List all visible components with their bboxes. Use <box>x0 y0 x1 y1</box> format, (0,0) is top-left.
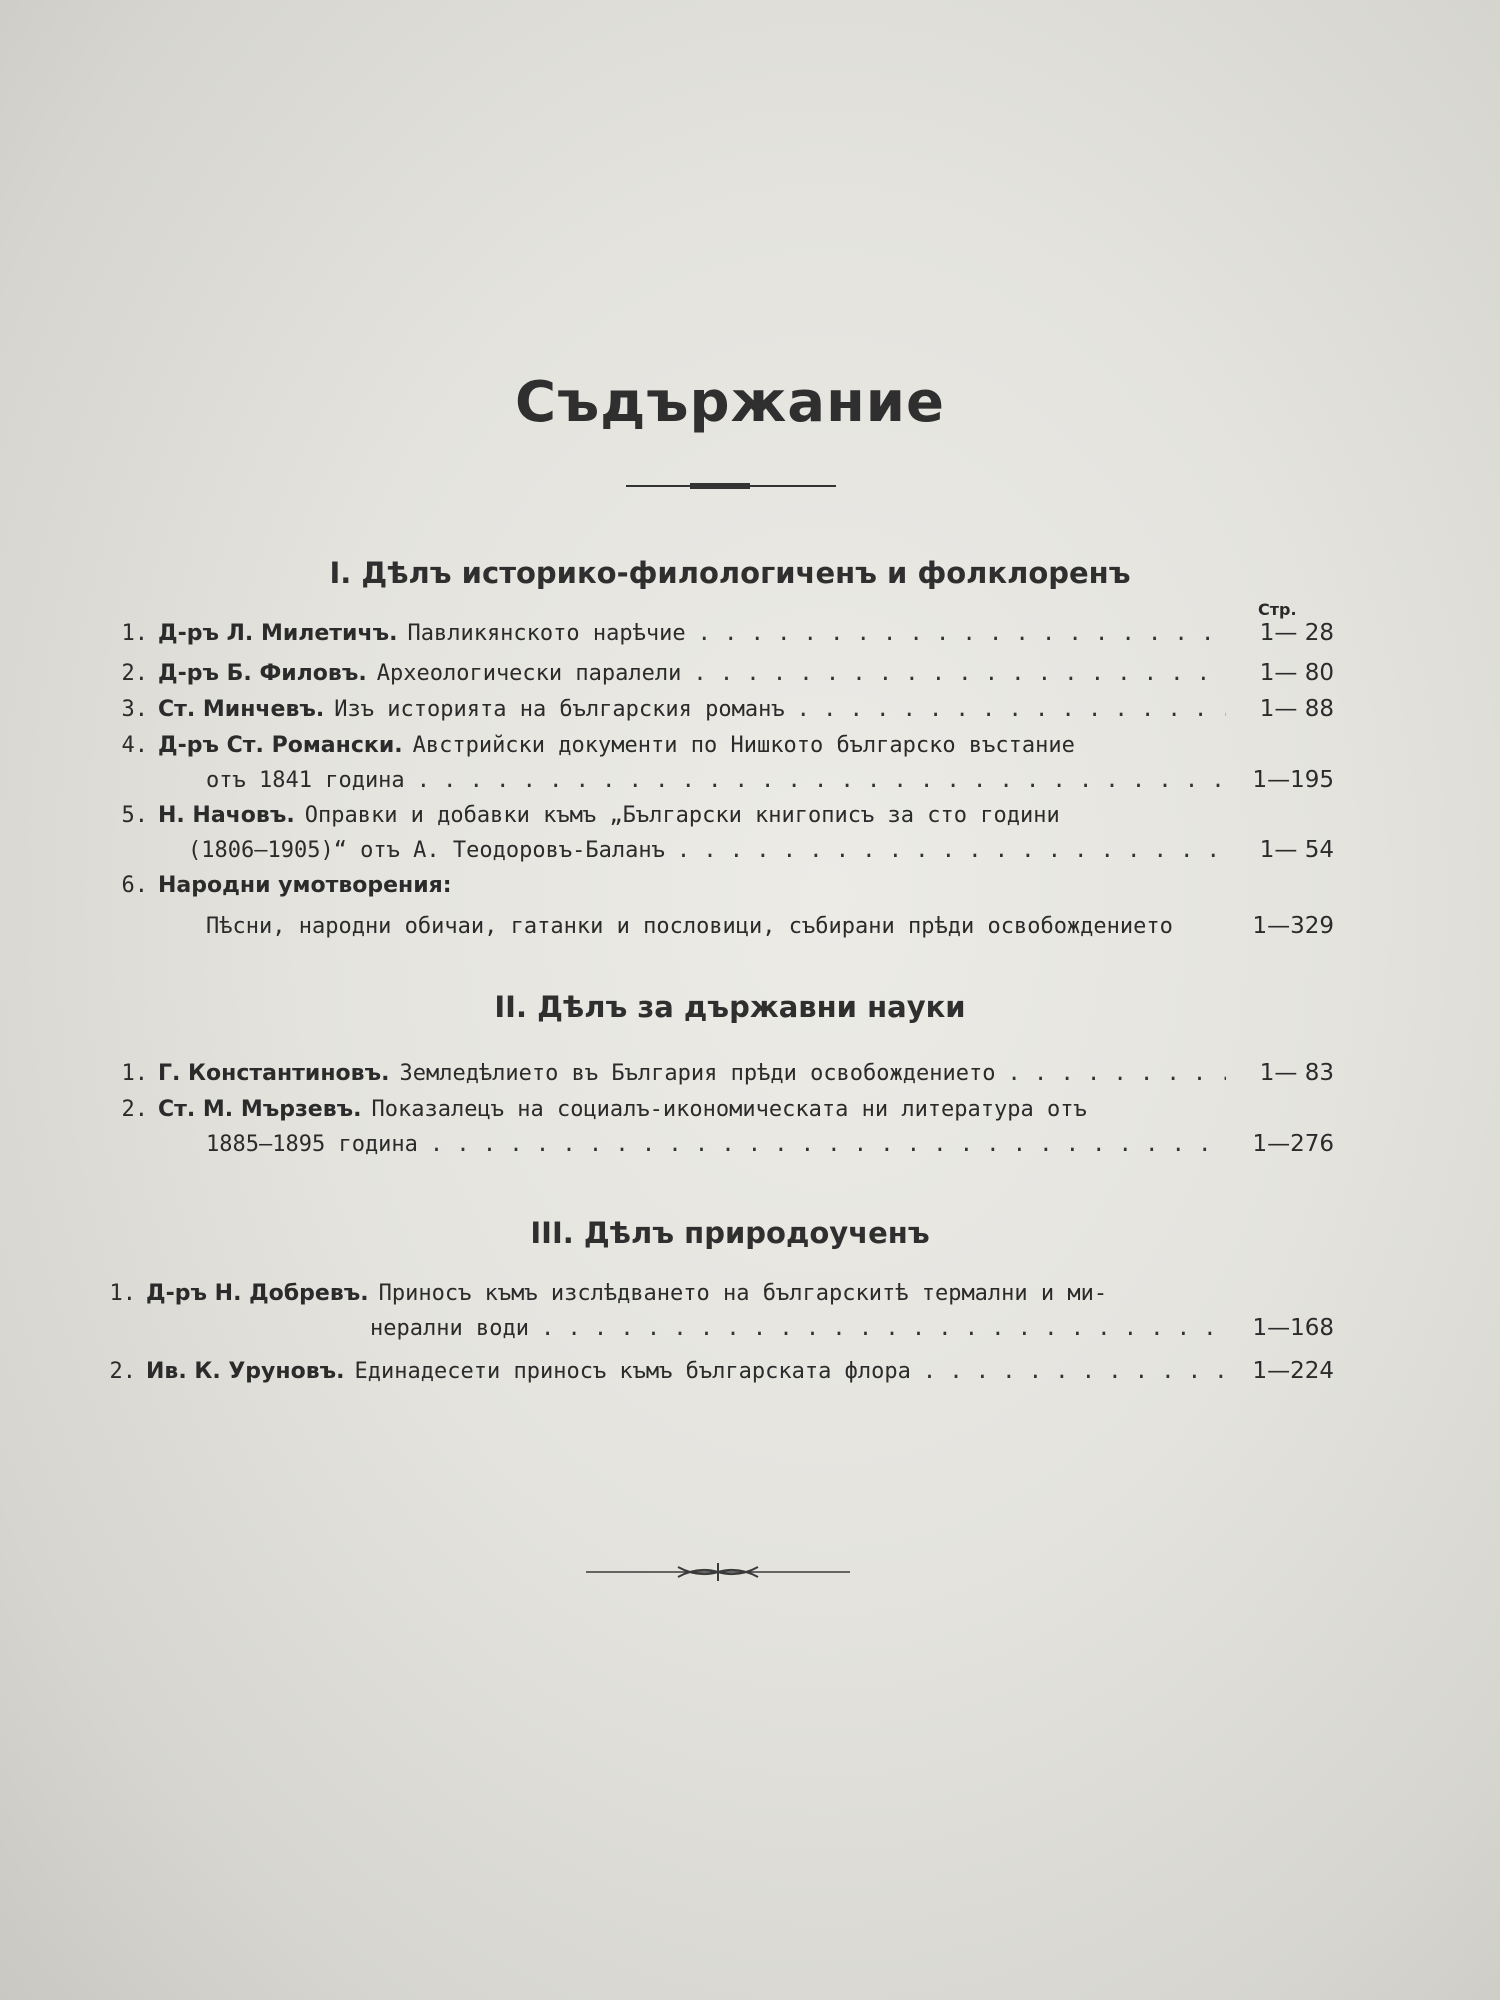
toc-entry[interactable] <box>112 616 1334 651</box>
entry-author: Д-ръ Л. Милетичъ. <box>158 621 398 646</box>
title-rule-center <box>690 483 750 489</box>
toc-entry[interactable] <box>100 1354 1334 1389</box>
leader-dots <box>677 833 1226 868</box>
entry-title: Павликянското нарѣчие <box>407 621 686 646</box>
entry-pages: 1— 54 <box>1259 837 1334 863</box>
entry-number: 1. <box>121 621 148 646</box>
entry-author: Н. Начовъ. <box>158 803 295 828</box>
entry-title: Приносъ къмъ изслѣдването на българскитѣ термални и ми- <box>378 1281 1108 1306</box>
entry-author: Д-ръ Б. Филовъ. <box>158 661 367 686</box>
entry-pages: 1— 83 <box>1259 1060 1334 1086</box>
entry-number: 1. <box>109 1281 136 1306</box>
entry-pages: 1—276 <box>1252 1131 1334 1157</box>
section-heading-1: I. Дѣлъ историко-филологиченъ и фолклоренъ <box>329 556 1131 590</box>
entry-pages: 1— 80 <box>1259 660 1334 686</box>
entry-title: Австрийски документи по Нишкото българско въстание <box>412 733 1075 758</box>
footer-ornament <box>586 1560 850 1584</box>
entry-title-continued: (1806—1905)“ отъ А. Теодоровъ-Баланъ <box>188 838 665 863</box>
leader-dots <box>797 692 1226 727</box>
entry-author: Ст. Минчевъ. <box>158 697 325 722</box>
leader-dots <box>923 1354 1226 1389</box>
page-title: Съдържание <box>515 370 945 435</box>
entry-author: Д-ръ Н. Добревъ. <box>146 1281 369 1306</box>
pages-column-label: Стр. <box>1258 600 1297 619</box>
entry-author: Народни умотворения: <box>158 873 452 898</box>
leader-dots <box>430 1127 1226 1162</box>
leader-dots <box>1008 1056 1227 1091</box>
entry-pages: 1—329 <box>1252 913 1334 939</box>
leader-dots <box>698 616 1226 651</box>
entry-pages: 1—168 <box>1252 1315 1334 1341</box>
toc-entry[interactable] <box>112 868 1334 944</box>
entry-number: 2. <box>109 1359 136 1384</box>
entry-number: 2. <box>121 661 148 686</box>
toc-entry[interactable] <box>112 692 1334 727</box>
entry-title-continued: нерални води <box>370 1316 529 1341</box>
entry-pages: 1—224 <box>1252 1358 1334 1384</box>
entry-pages: 1— 88 <box>1259 696 1334 722</box>
toc-entry[interactable] <box>112 1056 1334 1091</box>
toc-entry[interactable] <box>100 1276 1334 1346</box>
toc-entry[interactable] <box>112 1092 1334 1162</box>
toc-entry[interactable] <box>112 656 1334 691</box>
entry-pages: 1—195 <box>1252 767 1334 793</box>
entry-number: 4. <box>121 733 148 758</box>
entry-author: Ив. К. Уруновъ. <box>146 1359 345 1384</box>
entry-number: 6. <box>121 873 148 898</box>
entry-pages: 1— 28 <box>1259 620 1334 646</box>
entry-title: Земледѣлието въ България прѣди освобождението <box>399 1061 996 1086</box>
leader-dots <box>541 1311 1226 1346</box>
entry-title: Изъ историята на българския романъ <box>334 697 785 722</box>
toc-entry[interactable] <box>112 728 1334 798</box>
leader-dots <box>417 763 1226 798</box>
entry-author: Г. Константиновъ. <box>158 1061 390 1086</box>
entry-title: Оправки и добавки къмъ „Български книгописъ за сто години <box>304 803 1060 828</box>
entry-number: 5. <box>121 803 148 828</box>
entry-number: 2. <box>121 1097 148 1122</box>
section-heading-2: II. Дѣлъ за държавни науки <box>494 990 966 1024</box>
section-heading-3: III. Дѣлъ природоученъ <box>530 1216 930 1250</box>
entry-number: 1. <box>121 1061 148 1086</box>
leader-dots <box>693 656 1226 691</box>
entry-author: Ст. М. Мързевъ. <box>158 1097 362 1122</box>
entry-title-continued: отъ 1841 година <box>206 768 405 793</box>
entry-author: Д-ръ Ст. Романски. <box>158 733 403 758</box>
entry-number: 3. <box>121 697 148 722</box>
entry-title: Единадесети приносъ къмъ българската флора <box>354 1359 911 1384</box>
entry-title: Археологически паралели <box>376 661 682 686</box>
entry-title-continued: 1885—1895 година <box>206 1132 418 1157</box>
entry-title: Показалецъ на социалъ-икономическата ни литература отъ <box>371 1097 1087 1122</box>
entry-title-continued: Пѣсни, народни обичаи, гатанки и пословици, събирани прѣди освобождението <box>206 914 1173 939</box>
toc-entry[interactable] <box>112 798 1334 868</box>
